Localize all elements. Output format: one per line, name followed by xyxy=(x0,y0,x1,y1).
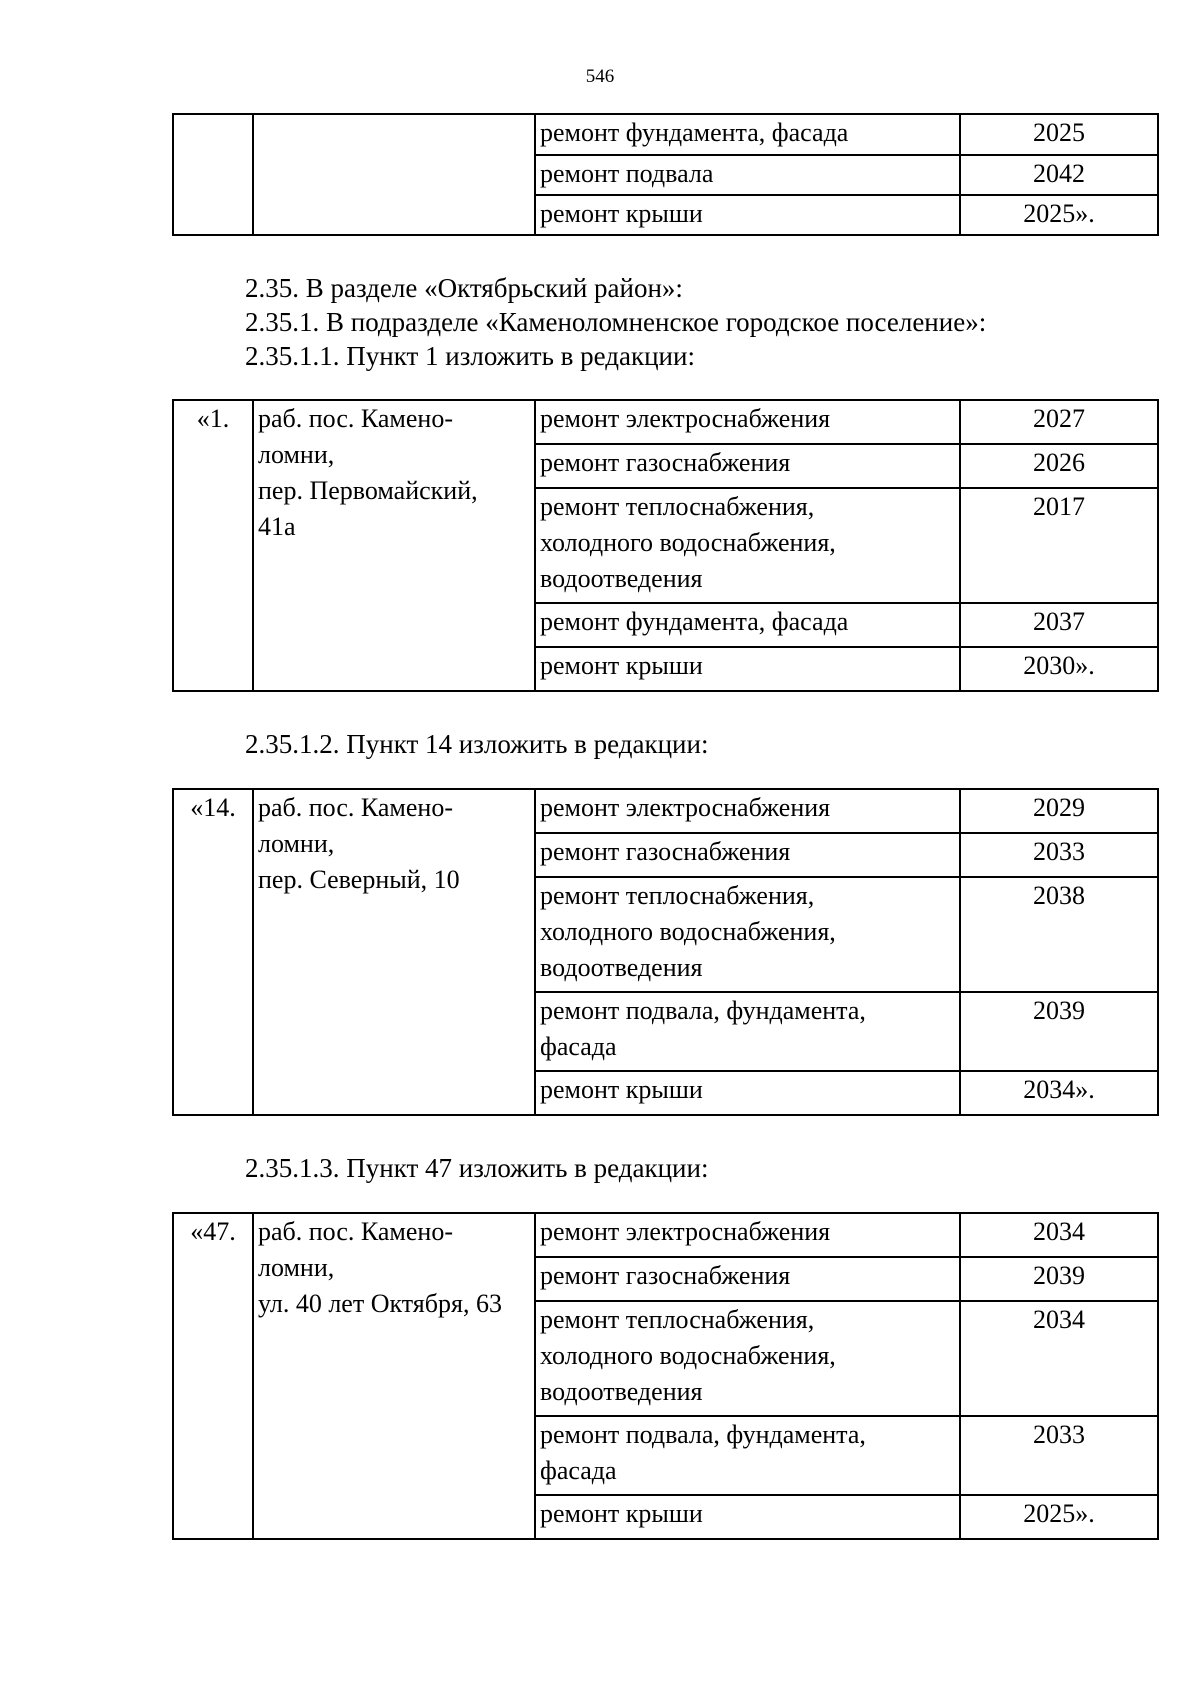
work-cell: ремонт газоснабжения xyxy=(535,444,960,488)
work-cell: ремонт фундамента, фасада xyxy=(535,114,960,155)
year-cell: 2025». xyxy=(960,1495,1158,1539)
item-address: раб. пос. Камено- ломни, пер. Первомайский, 41а xyxy=(253,400,535,691)
item-number: «1. xyxy=(173,400,253,691)
page-number: 546 xyxy=(585,66,615,87)
paragraph-item-47: 2.35.1.3. Пункт 47 изложить в редакции: xyxy=(245,1153,709,1183)
work-cell: ремонт электроснабжения xyxy=(535,789,960,833)
continuation-table xyxy=(172,113,1159,236)
year-cell: 2033 xyxy=(960,1416,1158,1495)
year-cell: 2039 xyxy=(960,992,1158,1071)
work-cell: ремонт теплоснабжения, холодного водоснабжения, водоотведения xyxy=(535,877,960,992)
work-cell: ремонт газоснабжения xyxy=(535,1257,960,1301)
year-cell: 2034 xyxy=(960,1301,1158,1416)
year-cell: 2034». xyxy=(960,1071,1158,1115)
work-cell: ремонт крыши xyxy=(535,1071,960,1115)
year-cell: 2029 xyxy=(960,789,1158,833)
work-cell: ремонт крыши xyxy=(535,1495,960,1539)
item-14-table xyxy=(172,788,1159,1116)
paragraph-section: 2.35. В разделе «Октябрьский район»: xyxy=(245,273,683,303)
number-cell xyxy=(173,114,253,235)
work-cell: ремонт подвала, фундамента, фасада xyxy=(535,1416,960,1495)
work-cell: ремонт крыши xyxy=(535,647,960,691)
item-1-table xyxy=(172,399,1159,692)
year-cell: 2037 xyxy=(960,603,1158,647)
year-cell: 2025 xyxy=(960,114,1158,155)
paragraph-subsection: 2.35.1. В подразделе «Каменоломненское городское поселение»: xyxy=(245,307,987,337)
year-cell: 2017 xyxy=(960,488,1158,603)
work-cell: ремонт электроснабжения xyxy=(535,400,960,444)
item-number: «47. xyxy=(173,1213,253,1539)
work-cell: ремонт фундамента, фасада xyxy=(535,603,960,647)
work-cell: ремонт крыши xyxy=(535,195,960,235)
item-address: раб. пос. Камено- ломни, пер. Северный, 10 xyxy=(253,789,535,1115)
work-cell: ремонт электроснабжения xyxy=(535,1213,960,1257)
work-cell: ремонт подвала, фундамента, фасада xyxy=(535,992,960,1071)
work-cell: ремонт газоснабжения xyxy=(535,833,960,877)
year-cell: 2038 xyxy=(960,877,1158,992)
paragraph-item-1: 2.35.1.1. Пункт 1 изложить в редакции: xyxy=(245,341,695,371)
year-cell: 2030». xyxy=(960,647,1158,691)
item-number: «14. xyxy=(173,789,253,1115)
item-47-table xyxy=(172,1212,1159,1540)
work-cell: ремонт теплоснабжения, холодного водоснабжения, водоотведения xyxy=(535,488,960,603)
year-cell: 2039 xyxy=(960,1257,1158,1301)
work-cell: ремонт подвала xyxy=(535,155,960,195)
year-cell: 2034 xyxy=(960,1213,1158,1257)
paragraph-item-14: 2.35.1.2. Пункт 14 изложить в редакции: xyxy=(245,729,709,759)
year-cell: 2027 xyxy=(960,400,1158,444)
year-cell: 2026 xyxy=(960,444,1158,488)
year-cell: 2033 xyxy=(960,833,1158,877)
address-cell xyxy=(253,114,535,235)
year-cell: 2025». xyxy=(960,195,1158,235)
work-cell: ремонт теплоснабжения, холодного водоснабжения, водоотведения xyxy=(535,1301,960,1416)
item-address: раб. пос. Камено- ломни, ул. 40 лет Октября, 63 xyxy=(253,1213,535,1539)
year-cell: 2042 xyxy=(960,155,1158,195)
